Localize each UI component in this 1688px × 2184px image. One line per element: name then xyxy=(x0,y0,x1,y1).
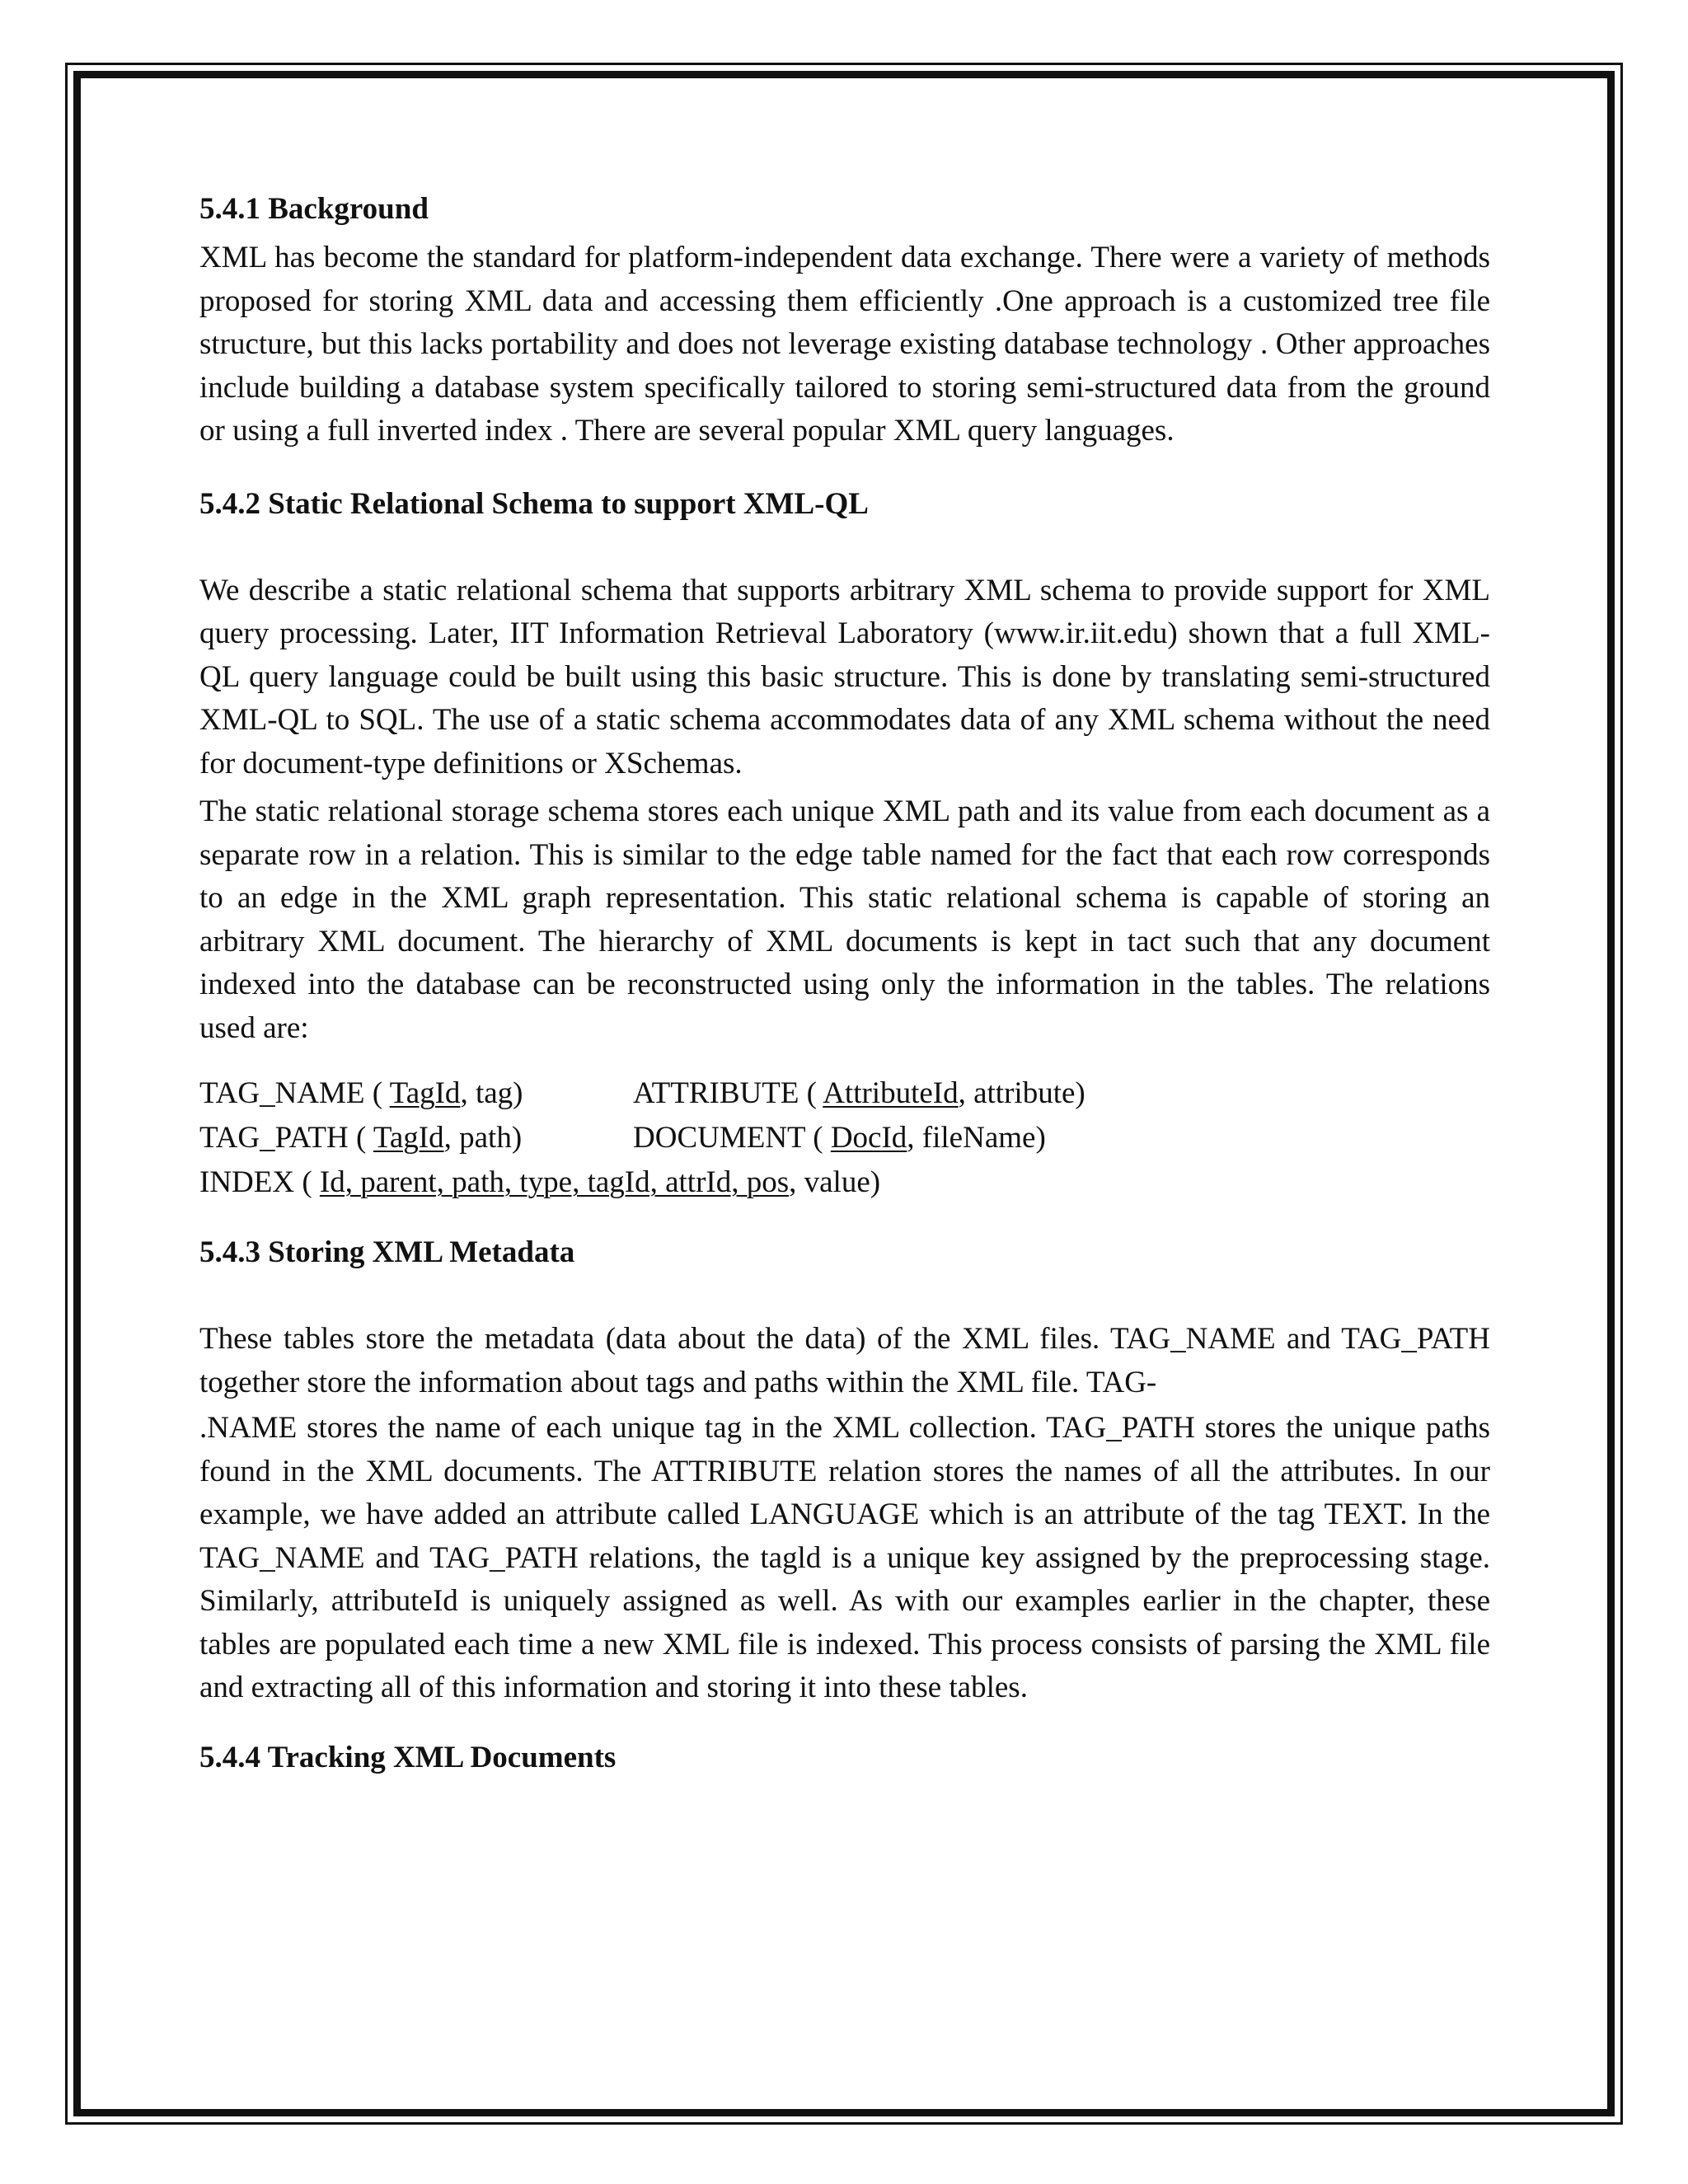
background-paragraph: XML has become the standard for platform-independent data exchange. There were a variety of methods proposed for storing XML data and accessing them efficiently .One approach is a customized tree file structure, but this lacks portability and does not leverage existing database technology . Other approaches include building a database system specifically tailored to storing semi-structured data from the ground or using a full inverted index . There are several popular XML query languages. xyxy=(199,241,1490,448)
relation-attribute-rest: , attribute) xyxy=(958,1076,1085,1110)
relation-index-key: Id, parent, path, type, tagId, attrId, pos xyxy=(319,1165,790,1199)
section-heading-background: 5.4.1 Background xyxy=(199,192,429,226)
metadata-paragraph-line-1: These tables store the metadata (data about the data) of the XML files. TAG_NAME and TAG_PATH together store the information about tags and paths within the XML file. TAG- xyxy=(199,1322,1490,1399)
metadata-paragraph-line-2: .NAME stores the name of each unique tag in the XML collection. TAG_PATH stores the unique paths found in the XML documents. The ATTRIBUTE relation stores the names of all the attributes. In our example, we have added an attribute called LANGUAGE which is an attribute of the tag TEXT. In the TAG_NAME and TAG_PATH relations, the tagld is a unique key assigned by the preprocessing stage. Similarly, attributeId is uniquely assigned as well. As with our examples earlier in the chapter, these tables are populated each time a new XML file is indexed. This process consists of parsing the XML file and extracting all of this information and storing it into these tables. xyxy=(199,1411,1490,1704)
relation-index-rest: , value) xyxy=(789,1165,881,1199)
relation-tag-name-key: TagId xyxy=(389,1076,461,1110)
relation-index-prefix: INDEX ( xyxy=(199,1165,320,1199)
relation-attribute-key: AttributeId xyxy=(823,1076,959,1110)
relation-attribute xyxy=(633,1076,1085,1110)
relation-tag-path xyxy=(199,1116,633,1160)
section-heading-metadata: 5.4.3 Storing XML Metadata xyxy=(199,1235,575,1269)
relations-row-2 xyxy=(199,1116,1490,1160)
relations-list xyxy=(199,1071,1490,1205)
static-schema-paragraph-2: The static relational storage schema stores each unique XML path and its value from each document as a separate row in a relation. This is similar to the edge table named for the fact that each row corresponds to an edge in the XML graph representation. This static relational schema is capable of storing an arbitrary XML document. The hierarchy of XML documents is kept in tact such that any document indexed into the database can be reconstructed using only the information in the tables. The relations used are: xyxy=(199,794,1490,1045)
relation-tag-name xyxy=(199,1071,633,1116)
relations-row-3 xyxy=(199,1160,1490,1205)
relation-index xyxy=(199,1165,880,1199)
relation-document xyxy=(633,1121,1046,1155)
relation-document-key: DocId xyxy=(830,1121,907,1155)
relation-document-prefix: DOCUMENT ( xyxy=(633,1121,831,1155)
section-heading-tracking: 5.4.4 Tracking XML Documents xyxy=(199,1740,617,1774)
relation-tag-path-prefix: TAG_PATH ( xyxy=(199,1121,373,1155)
relation-tag-name-rest: , tag) xyxy=(460,1076,523,1110)
relation-document-rest: , fileName) xyxy=(907,1121,1046,1155)
page-content xyxy=(199,188,1490,1779)
relation-tag-name-prefix: TAG_NAME ( xyxy=(199,1076,390,1110)
relation-tag-path-rest: , path) xyxy=(443,1121,523,1155)
relation-attribute-prefix: ATTRIBUTE ( xyxy=(633,1076,823,1110)
relations-row-1 xyxy=(199,1071,1490,1116)
relation-tag-path-key: TagId xyxy=(373,1121,444,1155)
static-schema-paragraph-1: We describe a static relational schema that supports arbitrary XML schema to provide support for XML query processing. Later, IIT Information Retrieval Laboratory (www.ir.iit.edu) shown that a full XML-QL query language could be built using this basic structure. This is done by translating semi-structured XML-QL to SQL. The use of a static schema accommodates data of any XML schema without the need for document-type definitions or XSchemas. xyxy=(199,573,1490,780)
section-heading-static-schema: 5.4.2 Static Relational Schema to support XML-QL xyxy=(199,486,869,521)
